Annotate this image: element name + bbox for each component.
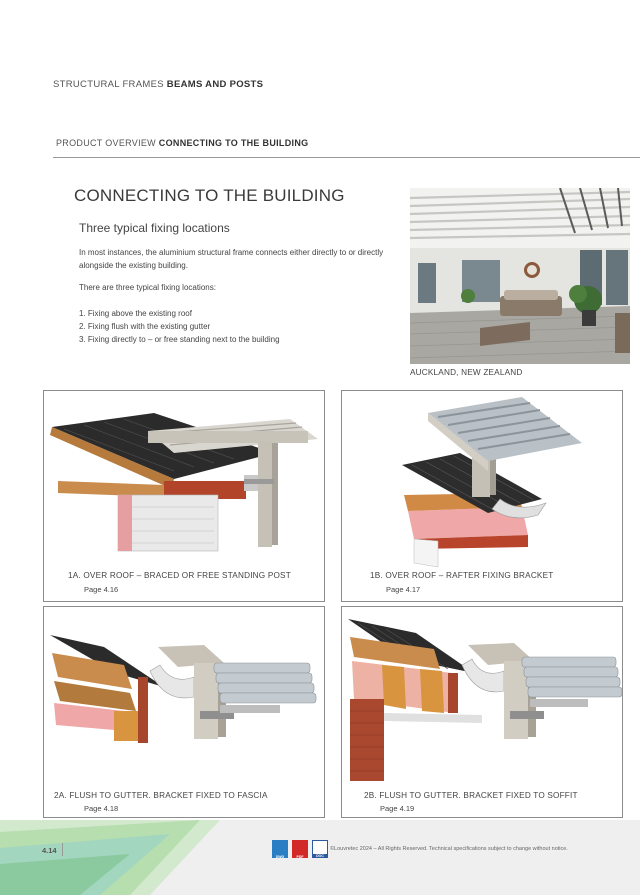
fixing-locations-list (79, 307, 280, 346)
project-photo (410, 188, 630, 364)
panel-title: 1B. OVER ROOF – RAFTER FIXING BRACKET (370, 571, 554, 580)
list-item: 2. Fixing flush with the existing gutter (79, 322, 211, 331)
pdf-icon[interactable]: PDF (292, 840, 308, 858)
subsection-label: PRODUCT OVERVIEW CONNECTING TO THE BUILDING (56, 138, 309, 148)
doc-icon[interactable]: DOC (312, 840, 328, 858)
list-item: 1. Fixing above the existing roof (79, 309, 192, 318)
page-number-divider (62, 843, 63, 856)
copyright-notice: ©Louvretec 2024 – All Rights Reserved. Technical specifications subject to change without notice. (330, 846, 568, 852)
page-number: 4.14 (42, 846, 57, 855)
dwg-icon[interactable]: DWG (272, 840, 288, 858)
intro-list-lead: There are three typical fixing locations: (79, 283, 216, 292)
diagram-panel-2b (341, 606, 623, 818)
photo-caption: AUCKLAND, NEW ZEALAND (410, 368, 523, 377)
panel-page-ref[interactable]: Page 4.17 (386, 585, 421, 594)
diagram-panel-1b (341, 390, 623, 602)
header-divider (53, 157, 640, 158)
panel-title: 2B. FLUSH TO GUTTER. BRACKET FIXED TO SOFFIT (364, 791, 578, 800)
panel-page-ref[interactable]: Page 4.18 (84, 804, 119, 813)
diagram-panel-2a (43, 606, 325, 818)
diagram-2a-illustration (44, 607, 326, 819)
page-title: CONNECTING TO THE BUILDING (74, 186, 345, 205)
diagram-panel-1a (43, 390, 325, 602)
panel-page-ref[interactable]: Page 4.16 (84, 585, 119, 594)
panel-title: 2A. FLUSH TO GUTTER. BRACKET FIXED TO FASCIA (54, 791, 268, 800)
page-subtitle: Three typical fixing locations (79, 221, 230, 235)
panel-title: 1A. OVER ROOF – BRACED OR FREE STANDING POST (68, 571, 291, 580)
intro-paragraph: In most instances, the aluminium structural frame connects either directly to or directly alongside the existing building. (79, 248, 384, 270)
list-item: 3. Fixing directly to – or free standing next to the building (79, 335, 280, 344)
panel-page-ref[interactable]: Page 4.19 (380, 804, 415, 813)
section-label: STRUCTURAL FRAMES BEAMS AND POSTS (53, 79, 264, 90)
diagram-2b-illustration (342, 607, 624, 819)
